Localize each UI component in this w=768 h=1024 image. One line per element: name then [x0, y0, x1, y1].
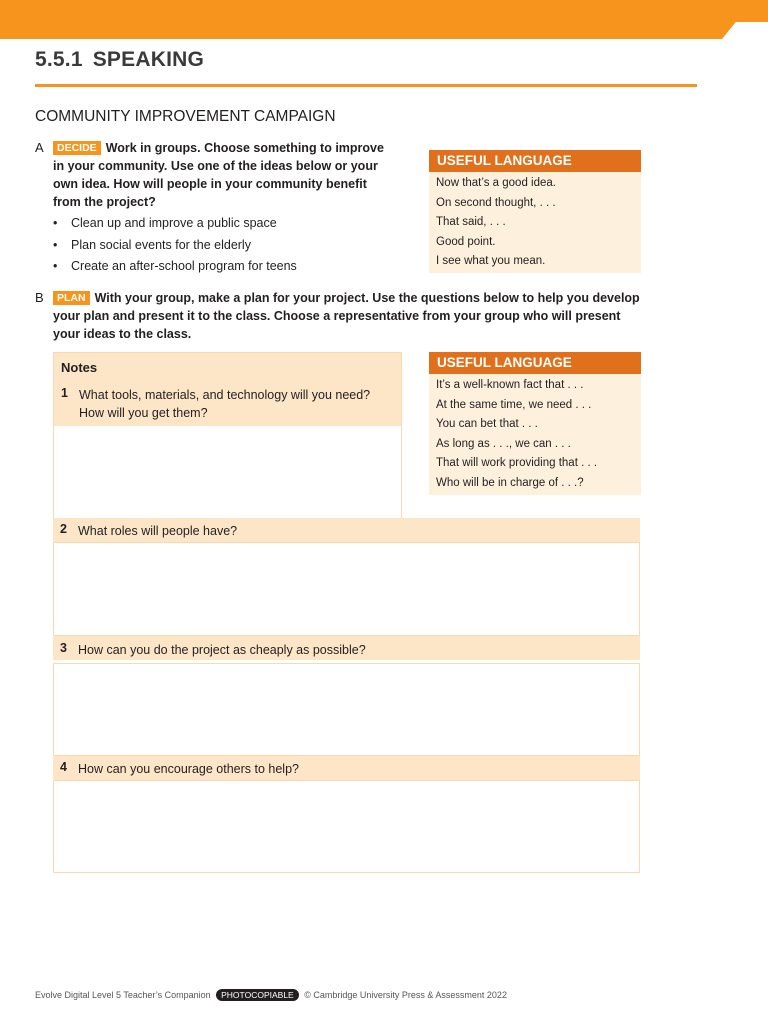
useful-language-box-1 [429, 150, 641, 273]
useful-phrase: On second thought, . . . [436, 196, 556, 209]
question-text: How can you do the project as cheaply as possible? [78, 643, 366, 657]
part-a-letter: A [35, 140, 44, 155]
question-text: What roles will people have? [78, 524, 238, 538]
useful-phrase: That said, . . . [436, 216, 506, 229]
useful-phrase: At the same time, we need . . . [436, 398, 592, 411]
useful-language-box-2 [429, 352, 641, 495]
section-title: SPEAKING [92, 48, 205, 71]
useful-phrase: As long as . . ., we can . . . [436, 437, 571, 450]
notes-question-1-area[interactable] [53, 352, 402, 518]
answer-box-2[interactable] [53, 542, 640, 636]
plan-tag: PLAN [53, 291, 90, 305]
useful-phrase: Good point. [436, 235, 496, 248]
top-banner [0, 0, 768, 39]
section-number: 5.5.1 [35, 48, 83, 71]
part-a-instruction: Work in groups. Choose something to improve in your community. Use one of the ideas below or your own idea. How will people in your community benefit from the project? [53, 141, 384, 209]
page-footer [35, 989, 507, 1001]
useful-phrase: It’s a well-known fact that . . . [436, 379, 584, 391]
photocopiable-badge: PHOTOCOPIABLE [216, 989, 299, 1001]
useful-phrase: Who will be in charge of . . .? [436, 476, 584, 489]
question-number: 1 [61, 386, 68, 400]
footer-book-title: Evolve Digital Level 5 Teacher’s Companion [35, 990, 211, 1000]
answer-box-3[interactable] [53, 663, 640, 756]
question-number: 2 [60, 522, 67, 536]
notes-label: Notes [61, 360, 98, 375]
section-heading [35, 48, 204, 72]
list-item: • Create an after-school program for teens [53, 256, 297, 278]
useful-language-heading: USEFUL LANGUAGE [429, 150, 641, 172]
answer-box-4[interactable] [53, 780, 640, 873]
decide-tag: DECIDE [53, 141, 101, 155]
list-item: • Clean up and improve a public space [53, 213, 297, 235]
useful-language-heading: USEFUL LANGUAGE [429, 352, 641, 374]
part-a-instruction-block [53, 139, 393, 211]
list-item: • Plan social events for the elderly [53, 235, 297, 257]
part-b-instruction: With your group, make a plan for your project. Use the questions below to help you develop your plan and present it to the class. Choose a representative from your group who will present your ideas to the class. [53, 291, 640, 341]
question-number: 4 [60, 760, 67, 774]
question-3-header [53, 636, 640, 660]
useful-phrase: That will work providing that . . . [436, 457, 598, 470]
footer-copyright: © Cambridge University Press & Assessment 2022 [304, 990, 507, 1000]
question-number: 3 [60, 641, 67, 655]
question-2-header [53, 518, 640, 542]
page-subtitle: COMMUNITY IMPROVEMENT CAMPAIGN [35, 108, 336, 125]
heading-rule [35, 84, 697, 87]
useful-phrase: Now that’s a good idea. [436, 177, 556, 189]
question-text: What tools, materials, and technology will you need? How will you get them? [79, 388, 371, 420]
question-text: How can you encourage others to help? [78, 762, 299, 776]
part-b-letter: B [35, 290, 44, 305]
idea-list [53, 213, 297, 278]
useful-phrase: You can bet that . . . [436, 418, 538, 431]
part-b-instruction-block [53, 289, 643, 343]
question-4-header [53, 756, 640, 780]
useful-phrase: I see what you mean. [436, 255, 546, 268]
notes-header [54, 353, 401, 426]
